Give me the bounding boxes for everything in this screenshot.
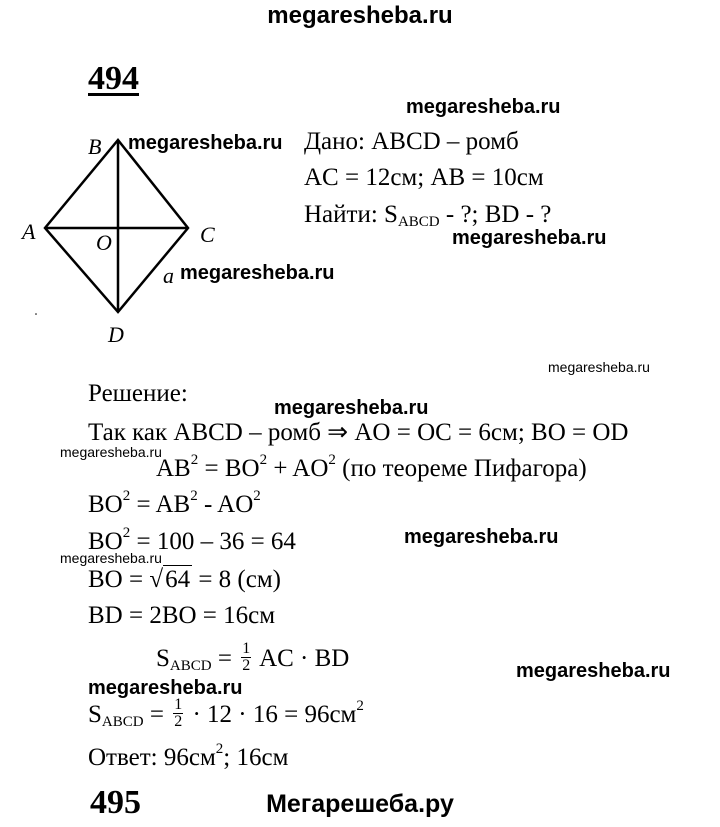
given-line-1: Дано: ABCD – ромб (304, 128, 519, 155)
eq-part: BO (88, 528, 123, 555)
watermark-inline: megaresheba.ru (404, 526, 559, 548)
superscript: 2 (122, 525, 131, 541)
given-find-suffix: - ?; BD - ? (439, 201, 552, 228)
eq-part: S (156, 645, 170, 673)
answer-part: ; 16см (223, 744, 289, 771)
watermark-inline: megaresheba.ru (180, 262, 335, 284)
fraction-denominator: 2 (242, 657, 251, 674)
watermark-inline-small: megaresheba.ru (60, 550, 162, 566)
eq-part: BO = (88, 566, 150, 593)
solution-line-7 (156, 640, 350, 677)
subscript: ABCD (169, 658, 212, 675)
eq-part: (по теореме Пифагора) (335, 455, 587, 482)
watermark-inline: megaresheba.ru (274, 397, 429, 419)
superscript: 2 (190, 452, 199, 468)
fraction (173, 697, 183, 730)
given-line-2: AC = 12см; AB = 10см (304, 164, 544, 191)
watermark-inline: megaresheba.ru (516, 660, 671, 682)
superscript: 2 (190, 488, 198, 504)
watermark-bottom: Мегарешеба.ру (266, 790, 454, 818)
center-label-o: O (96, 230, 112, 255)
watermark-inline: megaresheba.ru (406, 96, 561, 118)
superscript: 2 (356, 698, 364, 715)
next-problem-number (90, 784, 141, 821)
eq-part: S (88, 701, 102, 729)
watermark-inline: megaresheba.ru (88, 677, 243, 699)
eq-part: = BO (198, 455, 260, 482)
fraction-denominator: 2 (174, 713, 183, 730)
answer-part: Ответ: 96см (88, 744, 216, 771)
solution-line-1: Так как ABCD – ромб ⇒ AO = OC = 6см; BO = OD (88, 419, 629, 446)
superscript: 2 (215, 741, 224, 757)
eq-part: · 12 · 16 = 96см (186, 701, 357, 729)
next-problem-number-text: 495 (90, 784, 141, 821)
vertex-label-a: A (22, 219, 36, 244)
superscript: 2 (253, 488, 261, 504)
superscript: 2 (122, 488, 131, 504)
fraction-numerator: 1 (174, 696, 183, 713)
given-line-3 (304, 201, 551, 229)
eq-part: + AO (267, 455, 329, 482)
vertex-label-b: B (88, 134, 102, 159)
solution-line-6: BD = 2BO = 16см (88, 602, 276, 629)
solution-line-8 (88, 696, 364, 733)
watermark-inline: megaresheba.ru (128, 132, 283, 154)
radicand: 64 (165, 566, 191, 593)
problem-number: 494 (88, 60, 139, 97)
superscript: 2 (328, 452, 336, 468)
eq-part: BO (88, 491, 123, 518)
eq-part: - AO (197, 491, 254, 518)
watermark-inline: megaresheba.ru (452, 227, 607, 249)
watermark-inline-small: megaresheba.ru (60, 444, 162, 460)
eq-part: = AB (130, 491, 191, 518)
fraction (241, 641, 251, 674)
eq-part: = 100 – 36 = 64 (130, 528, 296, 555)
answer-line (88, 741, 289, 772)
eq-part: AB (156, 455, 191, 482)
given-find-prefix: Найти: S (304, 201, 398, 228)
superscript: 2 (259, 452, 268, 468)
subscript: ABCD (101, 714, 144, 731)
eq-part: = (143, 701, 171, 729)
eq-part: = 8 (см) (192, 566, 281, 593)
solution-line-4 (88, 525, 296, 556)
solution-line-2 (156, 452, 587, 483)
radical-sign: √ (149, 566, 164, 593)
vertex-label-c: C (200, 222, 215, 247)
side-label-a: a (163, 263, 174, 288)
watermark-top: megaresheba.ru (267, 2, 453, 29)
given-find-sub: ABCD (397, 214, 440, 230)
stray-dot (35, 313, 37, 315)
solution-heading: Решение: (88, 380, 188, 407)
solution-line-3 (88, 488, 261, 519)
eq-part: = (211, 645, 239, 673)
solution-line-5 (88, 566, 281, 594)
fraction-numerator: 1 (242, 640, 251, 657)
eq-part: AC · BD (254, 645, 350, 673)
vertex-label-d: D (108, 322, 124, 347)
watermark-inline-small: megaresheba.ru (548, 359, 650, 375)
